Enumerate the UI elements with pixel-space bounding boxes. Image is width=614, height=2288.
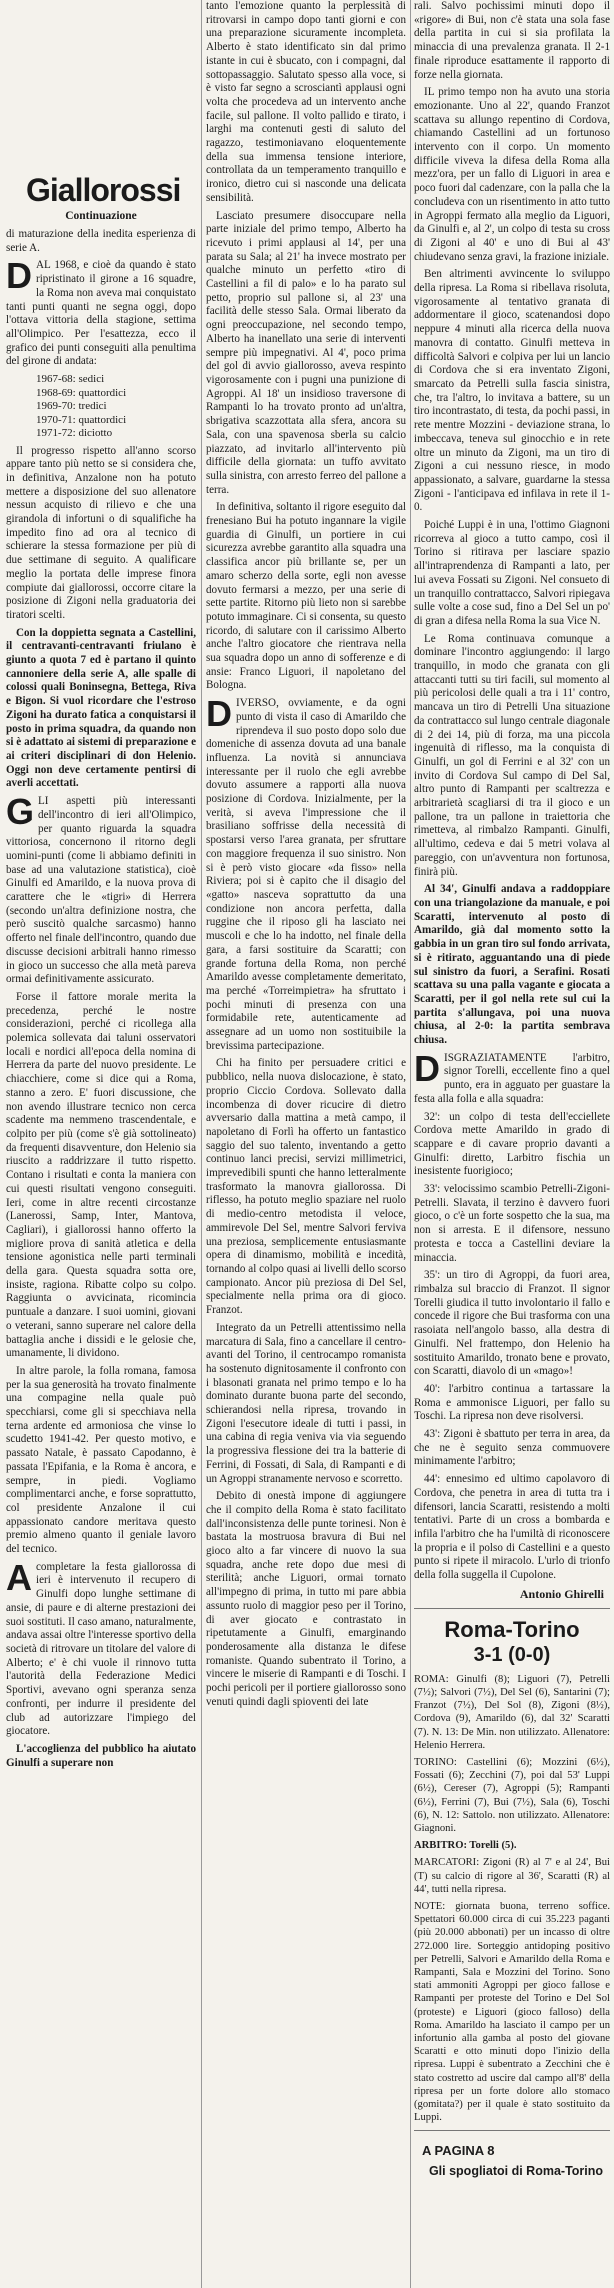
paragraph: DIVERSO, ovviamente, e da ogni punto di vista il caso di Amarildo che riprendeva il suo posto dopo solo due domeniche di assenza dovuta ad una banale influenza. La novità si annunciava interessante per il ruolo che egli avrebbe dovuto assumere a rapporti alla nuova posizione di Cordova. Inizialmente, per la verità, si aveva l'impressione che il brasiliano soffrisse della necessità di spostarsi verso l'area granata, per sfruttare con maggiore frequenza il suo sinistro. Non si è però visto giocare «da fisso» nella Riviera; poi si è capito che il disagio del «gatto» nasceva soprattutto da una condizione non ancora perfetta, dalla ruggine che il riposo gli ha lasciato nei muscoli e che lo ha indotto, nel finale della gara, a farsi sostituire da Scaratti; con grande fortuna della Roma, non perché Amarildo avesse completamente demeritato, ma perché «Torreimpietra» ha sfruttato i pochi minuti di presenza con una formidabile rete, autenticamente ad assegnare ad un uomo non sostituibile la brevissima partecipazione. bbox=[206, 693, 406, 1052]
paragraph: 33': velocissimo scambio Petrelli-Zigoni-Petrelli. Slavata, il terzino è davvero fuori gioco, o c'è un forte sospetto che la sua, ma non si arresta. E il difensore, nessuno protesta e tocca a Castellini deviare la minaccia. bbox=[414, 1183, 610, 1264]
headline: Giallorossi bbox=[26, 172, 181, 208]
paragraph: In definitiva, soltanto il rigore eseguito dal frenesiano Bui ha potuto ingannare la vigile guardia di Ginulfi, un portiere in cui sicurezza avrebbe garantito alla squadra una classifica ancor più brillante se, per un amaro scherzo della sorte, egli non avesse dovuto fermarsi a mezzo, per una serie di sette partite. Ritorno più lieto non si sarebbe potuto immaginare. Ci si consenta, su questo ricordo, di salutare con il carissimo Alberto anche l'altro giocatore che rientrava nella sua squadra dopo un anno di sofferenze e di ansie: Franco Liguori, il napoletano del Bologna. bbox=[206, 501, 406, 692]
lineup-torino: TORINO: Castellini (6); Mozzini (6½), Fossati (6); Zecchini (7), poi dal 53' Luppi (6½), Cereser (7), Agroppi (5); Rampanti (6½), Ferrini (7), Bui (7½), Sala (6), Toschi (6), N. 12: Sattolo. non utilizzato. Allenatore: Giagnoni. bbox=[414, 1756, 610, 1834]
drop-cap: D bbox=[6, 255, 32, 297]
drop-cap: D bbox=[414, 1047, 440, 1089]
drop-cap: A bbox=[6, 1556, 32, 1598]
drop-cap: D bbox=[206, 693, 232, 735]
paragraph: 40': l'arbitro continua a tartassare la Roma e ammonisce Liguori, per fallo su Toschi. La ripresa non deve risolversi. bbox=[414, 1382, 610, 1423]
paragraph: tanto l'emozione quanto la perplessità di ritrovarsi in campo dopo tanti giorni e con una preparazione sicuramente incompleta. Alberto è stato identificato sin dal primo istante in cui è sbucato, con i compagni, dal sottopassaggio. Salutato spesso alla voce, si è visto far segno a scrosciantì applausi ogni volta che procedeva ad un intervento anche facile, sul pallone. Il volto pallido e tirato, i larghi ma contenuti gesti di saluto del ragazzo, testimoniavano eloquentemente della sua immensa tensione interiore, controllata da un temperamento tranquillo e ironico, dietro cui si nasconde una delicata sensibilità. bbox=[206, 0, 406, 204]
list-item: 1971-72: diciotto bbox=[36, 427, 113, 440]
paragraph: 44': ennesimo ed ultimo capolavoro di Cordova, che penetra in area di tutta tra i difensori, lancia Scaratti, resistendo a molti tentativi. Parte di un cross a bombarda e infila l'arbitro che ha l'umiltà di riconoscere la propria e il polso di Castellini e a questo punto si ripete il miracolo. L'urlo di trionfo della folla suggella il Cupolone. bbox=[414, 1473, 610, 1582]
paragraph: IL primo tempo non ha avuto una storia emozionante. Uno al 22', quando Franzot scattava su allungo repentino di Cordova, chiamando Castellini ad un fortunoso intervento con il corpo. Un momento difficile viveva la difesa della Roma alla mezz'ora, per un fallo di Liguori in area e poco fuori dal cadenzare, con la palla che la concludeva con un risentimento in atto tutto in Agroppi fermato alla meglio da Liguori, da Ginulfi e, al 2', un colpo di testa su cross di Zigoni al 40' e uno di Bui al 43' chiudevano senza gravi, la frazione iniziale. bbox=[414, 86, 610, 263]
match-notes: NOTE: giornata buona, terreno soffice. Spettatori 60.000 circa di cui 35.223 paganti (più 20.000 abbonati) per un incasso di oltre 272.000 lire. Sorteggio antidoping positivo per Petrelli, Salvori e Amarildo della Roma e Rampanti, Sala e Mozzini del Torino. Sono stati ammoniti Agroppi per gioco fallose e Rampanti per proteste del Torino e Del Sol (proteste) e Liguori (gioco falloso) della Roma. Amarildo ha lasciato il campo per un infortunio alla gamba al posto del giovane Scaratti e otto minuti dopo l'inizio della ripresa. Luppi è subentrato a Zecchini che è stato costretto ad uscire dal campo all'8' della ripresa per un forte dolore allo stomaco (gomitata?) per il quale è stato sostituito da Luppi. bbox=[414, 1901, 610, 2124]
points-list bbox=[36, 373, 196, 441]
column-2 bbox=[206, 0, 406, 2288]
paragraph: Ben altrimenti avvincente lo sviluppo della ripresa. La Roma si ribellava risoluta, vigorosamente al tentativo granata di addormentare il gioco, scatenandosi dopo neppure 4 minuti alla ricerca della nuova manovra di contatto. Ginulfi metteva in difficoltà Salvori e colpiva per lui un lancio di Cordova che si era inventato Zigoni, smarcato da Petrelli sulla fascia sinistra, che, tra l'altro, lo invitava a battere, su un tiro incontrastato, di testa, da pochi passi, in rete mentre Mozzini - deviazione strana, lo imbeccava, teneva sul ginocchio e in rete oltre un minuto da Zigoni, ma un tiro di Zigoni a cui nessuno riesce, in modo appassionato, a salvare, guardarne la stessa Zigoni - l'anticipava ed infilava in rete il 1-0. bbox=[414, 268, 610, 514]
subhead: Continuazione bbox=[65, 210, 137, 222]
paragraph: L'accoglienza del pubblico ha aiutato Ginulfi a superare non bbox=[6, 1742, 196, 1769]
paragraph: Poiché Luppi è in una, l'ottimo Giagnoni ricorreva al gioco a tutto campo, così il Torino si ritirava per lasciare spazio all'intraprendenza di Rampanti a lato, per lui aveva Fossati su Zigoni. Nel consueto di un tranquillo contrattacco, Salvori ripiegava sulle volte a cose sud, fino a Del Sel un po' di gran a difesa nella Roma la sua Vice N. bbox=[414, 519, 610, 627]
list-item: 1968-69: quattordici bbox=[36, 386, 127, 399]
paragraph: Debito di onestà impone di aggiungere che il compito della Roma è stato facilitato dall'inconsistenza delle punte torinesi. Non è bastata la mostruosa bravura di Bui nel gioco alto a far vincere di nuovo la sua squadra, anche rete dopo due mesi di sterilità; anche Liguori, ormai tornato all'impegno di prima, in tutto mi pare abbia assunto ruolo di maggior peso per il Torino, di aver giocato e contrastato in ripetutamente a Ginulfi, emarginando ponderosamente alla distanza le difese romaniste. Quando subentrato il Torino, a vincere le miserie di Rampanti e di Toschi. I pochi pericoli per il portiere giallorosso sono venuti quindi dagli spioventi dei late bbox=[206, 1490, 406, 1708]
paragraph: Chi ha finito per persuadere critici e pubblico, nella nuova dislocazione, è stato, proprio Ciccio Cordova. Sollevato dalla incombenza di dover ricucire di dietro avversario dalla mattina a metà campo, il napoletano di Forlì ha offerto un fantastico saggio del suo talento, inventando a getto continuo lanci precisi, servizi millimetrici, imprevedibili spunti che hanno letteralmente trasformato la manovra giallorossa. Di riflesso, ha potuto meglio spaziare nel ruolo di medio-centro metodista il veloce, ammirevole Del Sel, mentre Salvori ferviva una preziosa, semplicemente entusiasmante opera di dinamismo, mobilità e incedità, tornando al colpo quasi ai livelli dello scorso campionato. Ancor più preziosa di Del Sel, specialmente nella prima ora di gioco. Franzot. bbox=[206, 1057, 406, 1317]
paragraph: Acompletare la festa giallorossa di ieri è intervenuto il recupero di Ginulfi dopo lunghe settimane di ansie, di paure e di alterne prestazioni dei suoi sostituti. Il caso amano, naturalmente, andava assai oltre l'interesse sportivo della società di ritrovare un titolare del valore di Alberto; e' è chi vuole il rinnovo tutta l'autorità della Federazione Medici Sportivi, avevano ogni speranza senza confronti, per indurre il presidente del club ad autorizzare l'impiego del giocatore. bbox=[6, 1556, 196, 1738]
paragraph: DAL 1968, e cioè da quando è stato ripristinato il girone a 16 squadre, la Roma non aveva mai conquistato tanti punti quanti ne segna oggi, dopo l'ottava vittoria della stagione, settima all'Olimpico. Per l'esattezza, ecco il grafico dei punti conseguiti alla penultima del girone di andata: bbox=[6, 255, 196, 368]
paragraph: Al 34', Ginulfi andava a raddoppiare con una triangolazione da manuale, e poi Scaratti, intervenuto al posto di Amarildo, già dal momento sotto la gabbia in un gran tiro sul fondo arrivata, si è ritirato, agguantando una di piede sul sinistro da fuori, a Serafini. Rosati scattava su una palla vagante e giocata a Scaratti, per il gol nella rete sul cui la partita s'allungava, poi una nuova chiusa, al 2-0: la partita sembrava chiusa. bbox=[414, 883, 610, 1047]
divider bbox=[414, 2130, 610, 2131]
byline: Antonio Ghirelli bbox=[519, 1586, 604, 1601]
match-title: Roma-Torino bbox=[444, 1616, 580, 1642]
list-item: 1969-70: tredici bbox=[36, 400, 107, 413]
paragraph: rali. Salvo pochissimi minuti dopo il «rigore» di Bui, non c'è stata una sola fase della partita in cui si sia profilata la minaccia di una prevalenza granata. Il 2-1 finale riproduce esattamente il rapporto di forze nella giornata. bbox=[414, 0, 610, 81]
drop-cap: G bbox=[6, 791, 35, 833]
lead-paragraph: di maturazione della inedita esperienza di serie A. bbox=[6, 228, 196, 254]
page-reference-subtitle: Gli spogliatoi di Roma-Torino bbox=[428, 2164, 604, 2179]
referee: ARBITRO: Torelli (5). bbox=[414, 1840, 517, 1852]
page-reference-title: A PAGINA 8 bbox=[422, 2143, 495, 2159]
list-item: 1970-71: quattordici bbox=[36, 413, 127, 426]
paragraph: 43': Zigoni è sbattuto per terra in area, da che ne è seguito senza commuovere minimamente l'arbitro; bbox=[414, 1428, 610, 1468]
page-reference bbox=[422, 2143, 610, 2179]
paragraph: GLI aspetti più interessanti dell'incontro di ieri all'Olimpico, per quanto riguarda la squadra vittoriosa, concernono il ritorno degli uomini-punti (come li abbiamo definiti in base ad una valutazione statistica), cioè Ginulfi ed Amarildo, e la nuova prova di carattere che le «tigri» di Herrera (secondo un'altra definizione nostra, che però suscitò qualche sarcasmo) hanno offerto nel finale dell'incontro, quando due discusse decisioni arbitrali hanno rimesso in gioco un successo che alla metà pareva ormai definitivamente assicurato. bbox=[6, 791, 196, 986]
paragraph: 32': un colpo di testa dell'ecciellete Cordova mette Amarildo in grado di scappare e di cavare proprio davanti a Ginulfi: diretto, Larbitro fischia un inesistente fuorigioco; bbox=[414, 1110, 610, 1178]
match-score: 3-1 (0-0) bbox=[473, 1643, 551, 1666]
column-rule bbox=[410, 0, 411, 2288]
paragraph: Il progresso rispetto all'anno scorso appare tanto più netto se si considera che, in definitiva, Anzalone non ha potuto mettere a disposizione del suo allenatore nessun acquisto di rilievo e che una girandola di infortuni o di squalifiche ha impedito fino ad ora al tecnico di schierare la stessa formazione per più di due settimane di seguito. A qualificare meglio la portata delle imprese finora compiute dai giallorossi, occorre citare la posizione di Zigoni nella graduatoria dei tiratori scelti. bbox=[6, 444, 196, 621]
paragraph: Forse il fattore morale merita la precedenza, perché le nostre considerazioni, perché ci ricollega alla polemica sollevata dai taluni osservatori locali e nordici all'epoca della nomina di Herrera da parte del nuovo presidente. Le chiacchiere, come si dice qui a Roma, stanno a zero. E' fuori discussione, che non avendo illustrare tecnico non cerca scadente ma nemmeno trascendentale, e colpito per più (come s'è già sottolineato) da frequenti disavventure, don Helenio sia riuscito a raddrizzare il tutto rispetto. Contano i risultati e conta la maniera con cui questi risultati vengono conseguiti. Ieri, come in altre recenti circostanze (Lanerossi, Samp, Inter, Mantova, Cagliari), i giallorossi hanno offerto la migliore prova di sanità atletica e della tensione agonistica nelle parti terminali della gara. Questa squadra sotta ore, insiste, ragiona. Ribatte colpo su colpo. Raggiunta o avvicinata, ricomincia puntuale a danzare. I suoi uomini, giovani o veterani, sanno superare nel calore della battaglia anche i dissidi e le gelosie che, umanamente, li dividono. bbox=[6, 990, 196, 1360]
paragraph: In altre parole, la folla romana, famosa per la sua generosità ha trovato finalmente una compagine nella quale può specchiarsi, come gli si specchiava nella terna ardente ed armoniosa che vinse lo scudetto 1941-42. Per questo motivo, e passato Natale, è passato Capodanno, è passata l'Epifania, e la Roma è ancora, e sempre, in piedi. Vogliamo complimentarci anche, e forse soprattutto, col presidente Anzalone il cui appassionato candore meritava questo premio almeno quanto il geniale lavoro del tecnico. bbox=[6, 1364, 196, 1556]
paragraph: 35': un tiro di Agroppi, da fuori area, rimbalza sul braccio di Franzot. Il signor Torelli giudica il tutto involontario il fallo e concede il rigore che Bui trasforma con una rasoiata nell'angolo basso, alla destra di Ginulfi. Nel frattempo, don Helenio ha sostituito Amarildo, tronato bene e provato, con Scaratti, diavolo di un «mago»! bbox=[414, 1269, 610, 1378]
scorers: MARCATORI: Zigoni (R) al 7' e al 24', Bui (T) su calcio di rigore al 36', Scaratti (R) al 44', tutti nella ripresa. bbox=[414, 1857, 610, 1895]
divider bbox=[414, 1608, 610, 1609]
lineup-roma: ROMA: Ginulfi (8); Liguori (7), Petrelli (7½); Salvori (7½), Del Sel (6), Santarini (7); Franzot (7½), Del Sol (8), Zigoni (8½), Cordova (9), Amarildo (6), dal 32' Scaratti (7). N. 13: De Min. non utilizzato. Allenatore: Helenio Herrera. bbox=[414, 1673, 610, 1751]
column-1 bbox=[6, 0, 196, 2288]
paragraph: Con la doppietta segnata a Castellini, il centravanti-centravanti friulano è giunto a quota 7 ed è partano il quinto cannoniere della serie A, alle spalle di colossi quali Boninsegna, Bettega, Riva e Bigon. Si vuol ricordare che l'estroso Zigoni ha durato fatica a conquistarsi il posto in prima squadra, da quando non si è adattato ai sistemi di preparazione e ai criteri disciplinari di don Helenio. Oggi non deve certamente pentirsi di averli accettati. bbox=[6, 626, 196, 790]
paragraph: Lasciato presumere disoccupare nella parte iniziale del primo tempo, Alberto ha ricevuto i primi applausi al 14', per una parata su Sala; al 21' ha invece mostrato per qualche minuto un perfetto «tiro di Castellini a fil di palo» e lo ha parato sul petto, proprio sul pallone si, al 23' una facilità delle stesso Sala. Ormai liberato da ogni preoccupazione, nel secondo tempo, Alberto ha inanellato una serie di interventi sempre più impegnativi. Al 4', poco prima del gol di avvio giallorosso, aveva respinto vigorosamente con i pugni una punizione di Agroppi. Al 18' un insidioso traversone di Rampanti lo ha trovato pronto ad un'altra, sbrigativa scazzottata alla sfera, ancora su Sala, con una spavenosa sberla su calcio piazzato, ad invitarlo all'intervento più difficile della giornata: un tuffo avvitato sulla sinistra, con arresto ferreo del pallone a terra. bbox=[206, 209, 406, 496]
column-3 bbox=[414, 0, 610, 2288]
paragraph: Integrato da un Petrelli attentissimo nella marcatura di Sala, fino a cancellare il centro-avanti del Torino, il centrocampo romanista ha sostenuto dignitosamente il confronto con i blasonati granata nel primo tempo e lo ha dominato durante buona parte del secondo, schierandosi nella ripresa, trovando in Zigoni l'esecutore ideale di tutti i passi, in una cabina di regia veniva via via seguendo la progressiva flessione dei tra la batterie di Ferrini, di Fossati, di Sala, di Rampanti e di un Agroppi stranamente nervoso e scorretto. bbox=[206, 1321, 406, 1485]
paragraph: Le Roma continuava comunque a dominare l'incontro aggiungendo: il largo tranquillo, in modo che granata con gli attaccanti tutti su tiri facili, sul momento al più pericolosi delle quali a tra i 11' contro, mancava un tiro di Petrelli Una situazione da contrattacco sul lungo centrale diagonale di 2 dei 14, più di forza, ma una piccola ingenuità di riflesso, ma la conquista di Ginulfi, un gol di Ferrini e al 32' con un invito di Cordova Sul campo di Del Sal, altro punto di Rampanti per scaltrezza e arbitrarietà scagliarsi di tra il gioco e un pallone, tra un pallone in traiettoria che rimetteva, al rimbalzo Rampanti. Ginulfi, all'ultimo, cedeva e dai 5 metri volava al pareggio, con un'avventura non fortunosa, finirà più. bbox=[414, 632, 610, 878]
column-rule bbox=[201, 0, 202, 2288]
list-item: 1967-68: sedici bbox=[36, 373, 105, 386]
paragraph: DISGRAZIATAMENTE l'arbitro, signor Torelli, eccellente fino a quel punto, era in agguato per guastare la festa alla folla e alla squadra: bbox=[414, 1047, 610, 1105]
